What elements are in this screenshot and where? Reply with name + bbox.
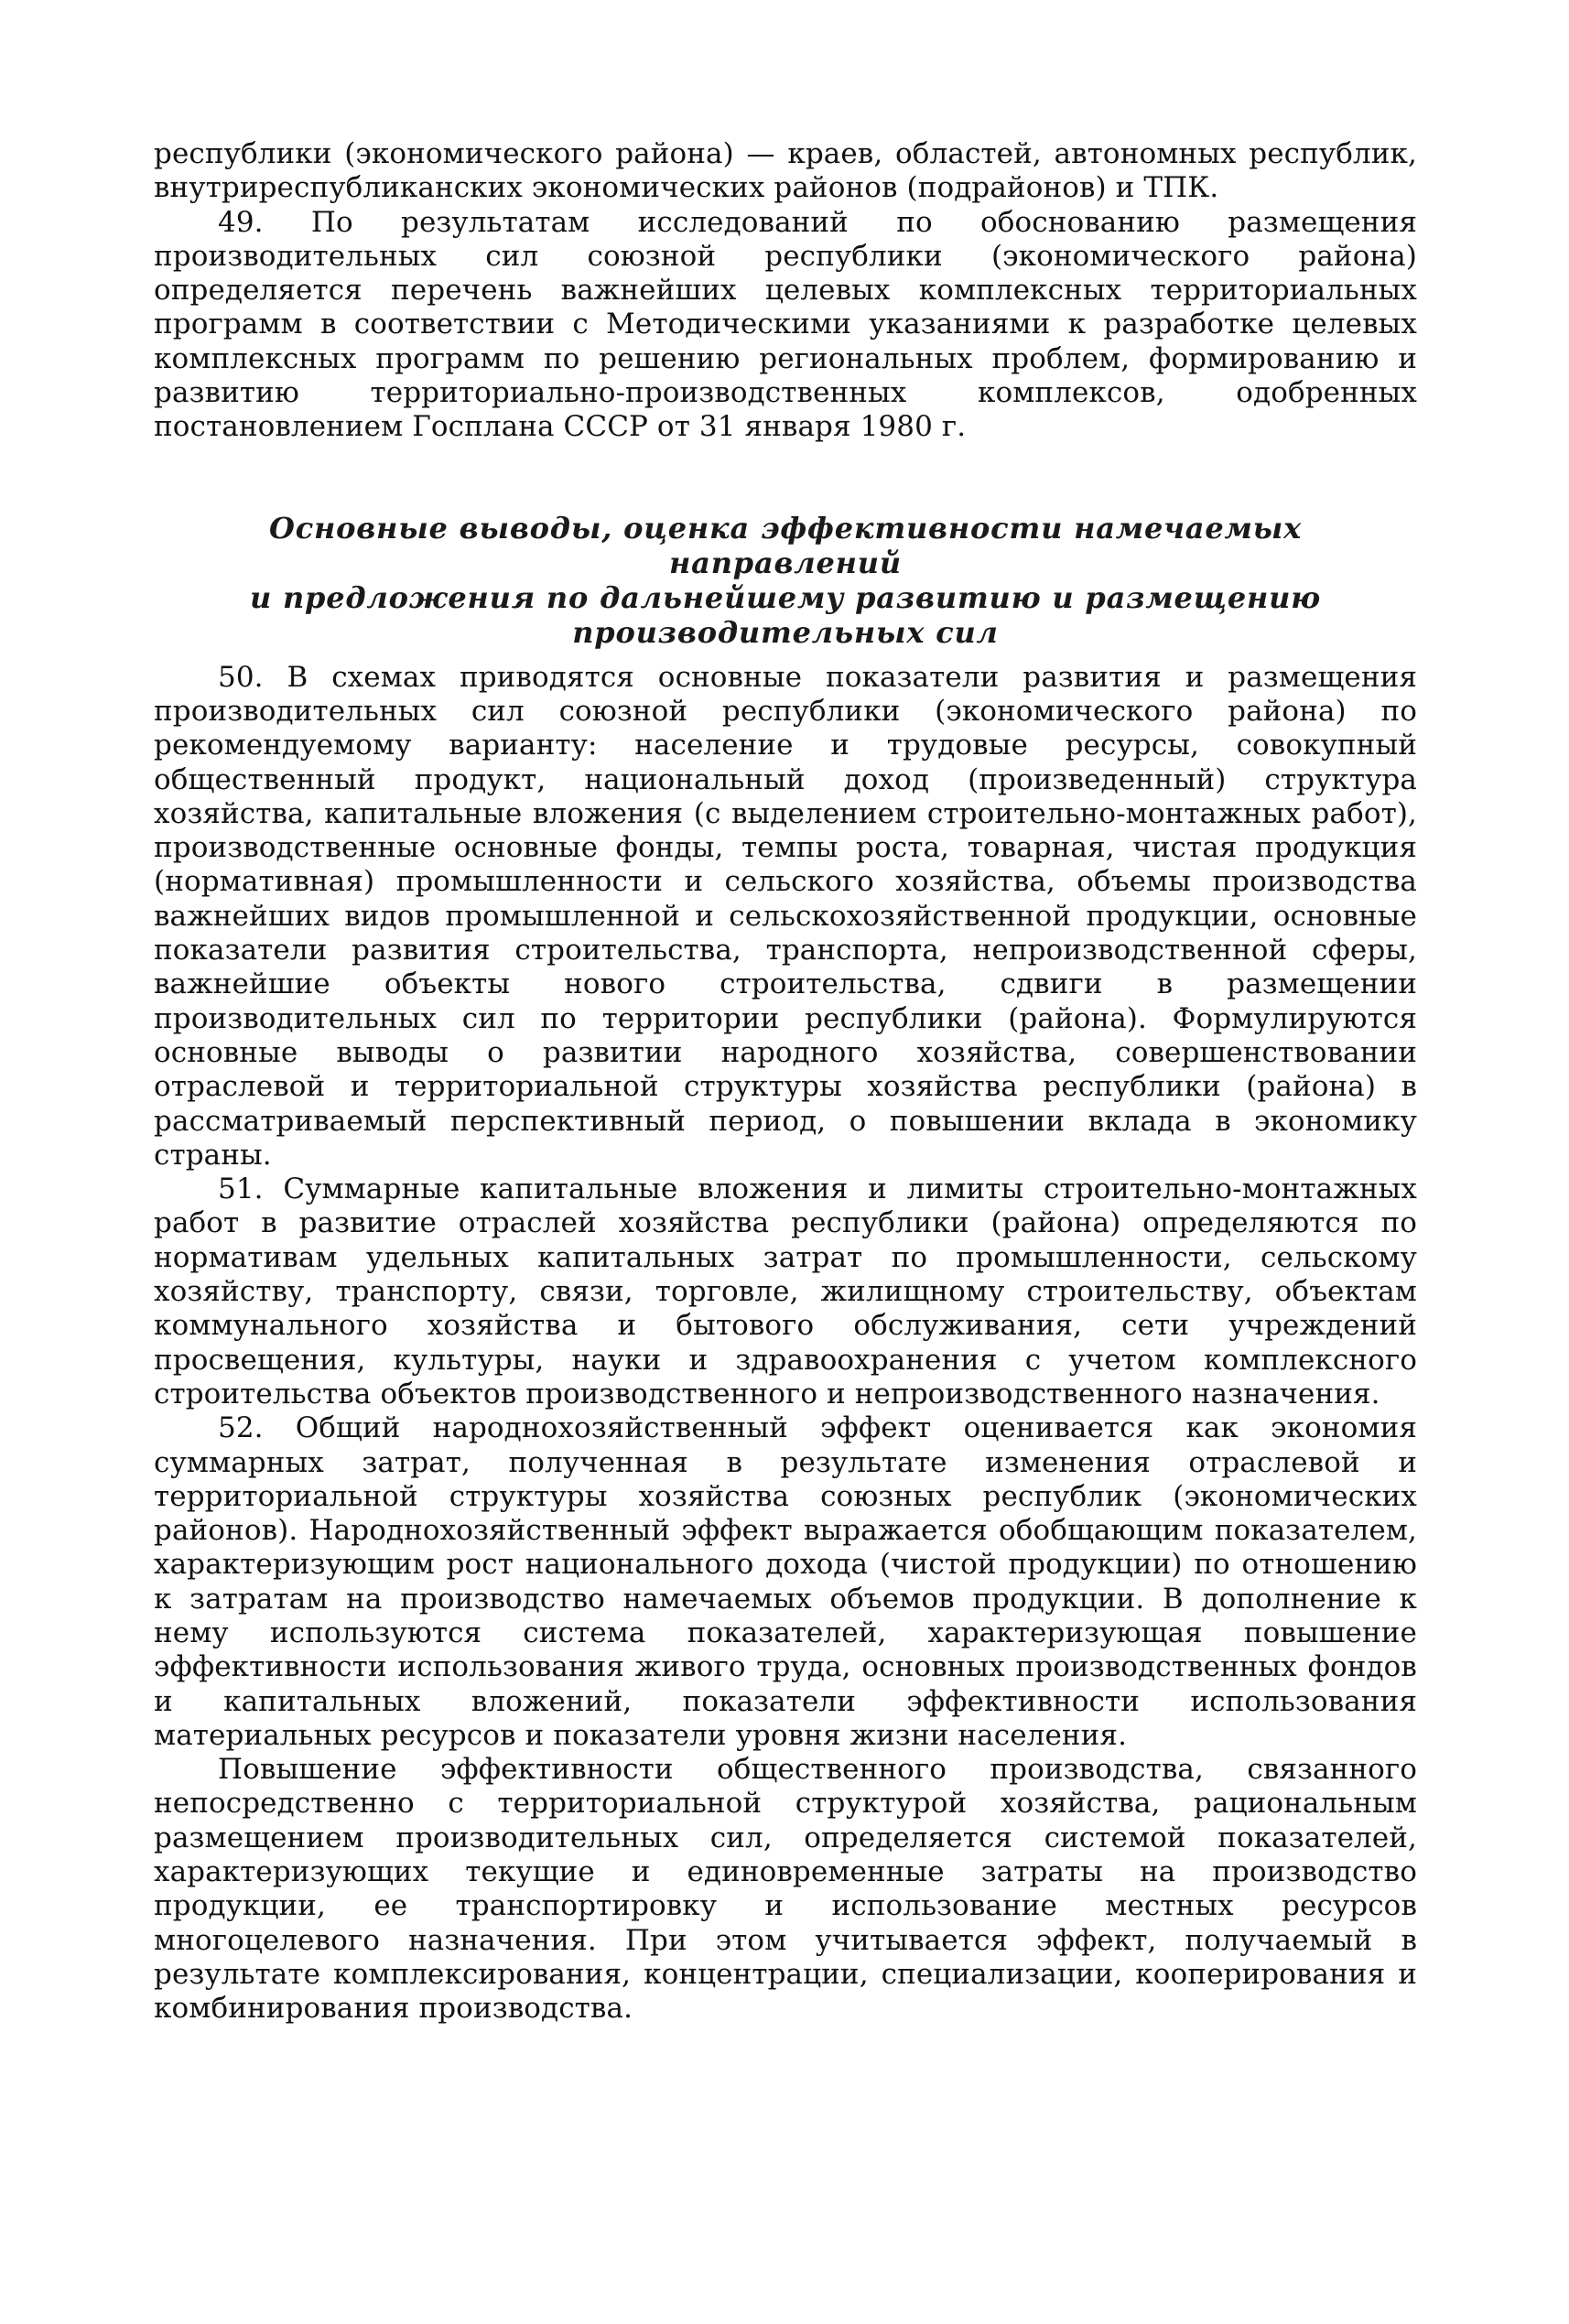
section-heading-line-2: и предложения по дальнейшему развитию и размещению производительных сил <box>249 579 1322 650</box>
paragraph-51: 51. Суммарные капитальные вложения и лимиты строительно-монтажных работ в развитие отраслей хозяйства республики (района) определяются по нормативам удельных капитальных затрат по промышленности, сельскому хозяйству, транспорту, связи, торговле, жилищному строительству, объектам коммунального хозяйства и бытового обслуживания, сети учреждений просвещения, культуры, науки и здравоохранения с учетом комплексного строительства объектов производственного и непроизводственного назначения. <box>154 1173 1417 1411</box>
paragraph-efficiency: Повышение эффективности общественного производства, связанного непосредственно с территориальной структурой хозяйства, рациональным размещением производительных сил, определяется системой показателей, характеризующих текущие и единовременные затраты на производство продукции, ее транспортировку и использование местных ресурсов многоцелевого назначения. При этом учитывается эффект, получаемый в результате комплексирования, концентрации, специализации, кооперирования и комбинирования производства. <box>154 1753 1417 2026</box>
paragraph-52: 52. Общий народнохозяйственный эффект оценивается как экономия суммарных затрат, полученная в результате изменения отраслевой и территориальной структуры хозяйства союзных республик (экономических районов). Народнохозяйственный эффект выражается обобщающим показателем, характеризующим рост национального дохода (чистой продукции) по отношению к затратам на производство намечаемых объемов продукции. В дополнение к нему используются система показателей, характеризующая повышение эффективности использования живого труда, основных производственных фондов и капитальных вложений, показатели эффективности использования материальных ресурсов и показатели уровня жизни населения. <box>154 1411 1417 1752</box>
paragraph-50: 50. В схемах приводятся основные показатели развития и размещения производительных сил союзной республики (экономического района) по рекомендуемому варианту: население и трудовые ресурсы, совокупный общественный продукт, национальный доход (произведенный) структура хозяйства, капитальные вложения (с выделением строительно-монтажных работ), производственные основные фонды, темпы роста, товарная, чистая продукция (нормативная) промышленности и сельского хозяйства, объемы производства важнейших видов промышленной и сельскохозяйственной продукции, основные показатели развития строительства, транспорта, непроизводственной сферы, важнейшие объекты нового строительства, сдвиги в размещении производительных сил по территории республики (района). Формулируются основные выводы о развитии народного хозяйства, совершенствовании отраслевой и территориальной структуры хозяйства республики (района) в рассматриваемый перспективный период, о повышении вклада в экономику страны. <box>154 660 1417 1172</box>
section-heading-line-1: Основные выводы, оценка эффективности намечаемых направлений <box>269 510 1302 580</box>
paragraph-continuation: республики (экономического района) — краев, областей, автономных республик, внутриреспубликанских экономических районов (подрайонов) и ТПК. <box>154 137 1417 205</box>
paragraph-49: 49. По результатам исследований по обоснованию размещения производительных сил союзной республики (экономического района) определяется перечень важнейших целевых комплексных территориальных программ в соответствии с Методическими указаниями к разработке целевых комплексных программ по решению региональных проблем, формированию и развитию территориально-производственных комплексов, одобренных постановлением Госплана СССР от 31 января 1980 г. <box>154 205 1417 444</box>
section-heading <box>154 511 1417 650</box>
document-page <box>154 137 1417 2027</box>
